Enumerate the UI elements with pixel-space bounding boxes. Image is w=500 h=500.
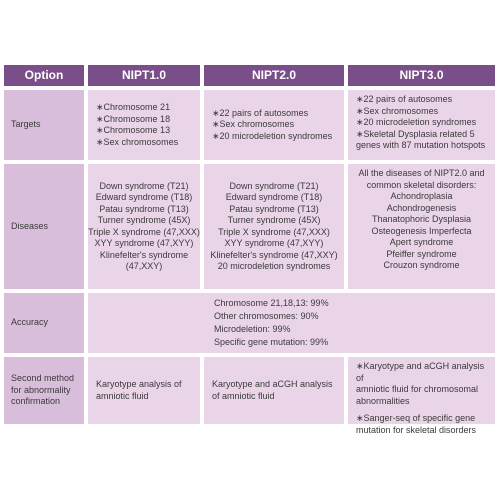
second-method-nipt2	[204, 357, 344, 424]
second-method-nipt3	[348, 357, 495, 435]
disease-item: Klinefelter's syndrome	[99, 249, 189, 260]
row-label-line: Second method	[11, 373, 75, 384]
disease-item: Down syndrome (T21)	[229, 180, 319, 191]
diseases-nipt2	[204, 164, 344, 289]
header-nipt1: NIPT1.0	[88, 65, 200, 86]
targets-nipt1	[88, 90, 200, 160]
diseases-nipt3	[348, 164, 495, 289]
row-label-accuracy: Accuracy	[4, 293, 84, 353]
target-item: ∗22 pairs of autosomes	[212, 107, 309, 118]
disease-item: Pfeiffer syndrome	[386, 248, 457, 259]
targets-nipt2	[204, 90, 344, 160]
disease-item: Crouzon syndrome	[383, 260, 460, 270]
accuracy-item: Chromosome 21,18,13: 99%	[214, 298, 329, 308]
target-item: ∗Sex chromosomes	[356, 105, 439, 116]
target-item: ∗Chromosome 13	[96, 125, 171, 135]
header-option: Option	[4, 65, 84, 86]
second-method-line: ∗Karyotype and aCGH analysis of	[356, 361, 485, 383]
second-method-line: of amniotic fluid	[212, 390, 275, 401]
row-label-targets: Targets	[4, 90, 84, 160]
disease-item: 20 microdeletion syndromes	[217, 261, 331, 271]
disease-item: Triple X syndrome (47,XXX)	[88, 226, 200, 237]
targets-nipt3	[348, 90, 495, 160]
disease-item: Patau syndrome (T13)	[229, 203, 319, 214]
header-nipt2: NIPT2.0	[204, 65, 344, 86]
disease-item: Turner syndrome (45X)	[227, 215, 321, 225]
accuracy-item: Other chromosomes: 90%	[214, 311, 319, 321]
nipt-comparison-table	[4, 65, 496, 433]
disease-item: Edward syndrome (T18)	[95, 192, 193, 202]
disease-item: Klinefelter's syndrome (47,XXY)	[210, 249, 338, 260]
second-method-line: mutation for skeletal disorders	[356, 424, 477, 435]
row-label-line: for abnormality	[11, 384, 71, 395]
target-item: ∗20 microdeletion syndromes	[212, 130, 333, 141]
target-item: ∗Skeletal Dysplasia related 5	[356, 128, 475, 139]
target-item: ∗Chromosome 21	[96, 102, 171, 112]
target-item: genes with 87 mutation hotspots	[356, 140, 486, 150]
disease-item: Osteogenesis Imperfecta	[371, 225, 472, 236]
target-item: ∗20 microdeletion syndromes	[356, 117, 477, 127]
accuracy-item: Specific gene mutation: 99%	[214, 337, 329, 347]
target-item: ∗22 pairs of autosomes	[356, 94, 453, 104]
disease-item: Achondroplasia	[390, 191, 453, 201]
disease-item: Patau syndrome (T13)	[99, 203, 189, 214]
accuracy-values	[88, 293, 495, 353]
disease-item: All the diseases of NIPT2.0 and	[358, 168, 485, 178]
row-label-diseases: Diseases	[4, 164, 84, 289]
disease-item: XYY syndrome (47,XYY)	[224, 238, 324, 248]
second-method-line: Karyotype analysis of	[96, 379, 182, 389]
disease-item: Down syndrome (T21)	[99, 180, 189, 191]
disease-item: Apert syndrome	[389, 237, 454, 247]
disease-item: Achondrogenesis	[386, 202, 457, 213]
disease-item: common skeletal disorders:	[366, 179, 477, 190]
disease-item: Triple X syndrome (47,XXX)	[218, 226, 330, 237]
accuracy-item: Microdeletion: 99%	[214, 324, 291, 334]
row-label-line: confirmation	[11, 396, 61, 407]
diseases-nipt1	[88, 164, 200, 289]
target-item: ∗Sex chromosomes	[96, 136, 179, 147]
second-method-nipt1	[88, 357, 200, 424]
target-item: ∗Sex chromosomes	[212, 119, 295, 130]
second-method-line: Karyotype and aCGH analysis	[212, 379, 333, 389]
second-method-line: abnormalities	[356, 395, 410, 406]
disease-item: (47,XXY)	[125, 261, 163, 271]
header-nipt3: NIPT3.0	[348, 65, 495, 86]
second-method-line: amniotic fluid	[96, 390, 149, 401]
target-item: ∗Chromosome 18	[96, 113, 171, 124]
disease-item: Thanatophoric Dysplasia	[371, 214, 472, 224]
second-method-line: ∗Sanger-seq of specific gene	[356, 413, 476, 423]
disease-item: XYY syndrome (47,XYY)	[94, 238, 194, 248]
disease-item: Edward syndrome (T18)	[225, 192, 323, 202]
row-label-second-method	[4, 357, 84, 424]
disease-item: Turner syndrome (45X)	[97, 215, 191, 225]
second-method-line: amniotic fluid for chromosomal	[356, 384, 479, 394]
